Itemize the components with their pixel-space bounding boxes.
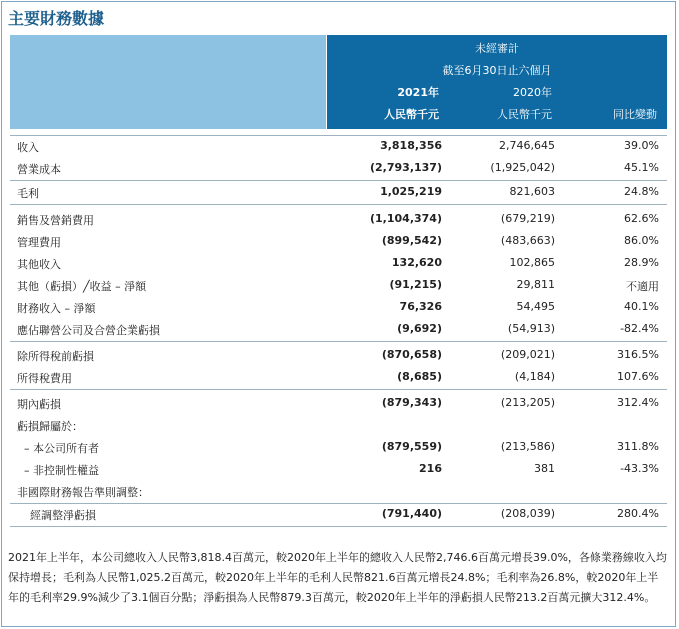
value-2020: (54,913) (507, 322, 555, 335)
row-label: 除所得稅前虧損 (17, 350, 94, 363)
value-change: 311.8% (617, 440, 659, 453)
row-label: 財務收入 – 淨額 (17, 302, 96, 315)
table-row (10, 436, 667, 457)
value-change: 40.1% (624, 300, 659, 313)
summary-paragraph: 2021年上半年，本公司總收入人民幣3,818.4百萬元，較2020年上半年的總收入人民幣2,746.6百萬元增長39.0%，各條業務線收入均保持增長；毛利為人民幣1,025.2百萬元，較2020年上半年的毛利人民幣821.6百萬元增長24.8%；毛利率為26.8%，較2020年上半年的毛利率29.9%減少了3.1個百分點；淨虧損為人民幣879.3百萬元，較2020年上半年的淨虧損人民幣213.2百萬元擴大312.4%。 (8, 551, 667, 604)
table-row (10, 157, 667, 178)
value-change: -82.4% (620, 322, 659, 335)
value-change: 316.5% (617, 348, 659, 361)
row-label: 管理費用 (17, 236, 61, 249)
table-row (10, 135, 667, 156)
table-row (10, 208, 667, 229)
table-row (10, 480, 667, 501)
value-change: 45.1% (624, 161, 659, 174)
header-col2-unit: 人民幣千元 (497, 108, 552, 121)
row-label: 期內虧損 (17, 398, 61, 411)
row-label: 經調整淨虧損 (30, 509, 96, 522)
header-col1-unit: 人民幣千元 (384, 108, 439, 121)
value-2020: (209,021) (500, 348, 555, 361)
value-2020: (213,205) (500, 396, 555, 409)
value-2021: (879,559) (381, 440, 442, 453)
value-2021: 1,025,219 (380, 185, 442, 198)
value-2020: (208,039) (500, 507, 555, 520)
header-col2-year: 2020年 (513, 86, 552, 99)
row-label: 應佔聯營公司及合營企業虧損 (17, 324, 160, 337)
value-2021: (1,104,374) (370, 212, 442, 225)
row-label: 營業成本 (17, 163, 61, 176)
table-row (10, 503, 667, 524)
page-title: 主要財務數據 (8, 9, 105, 28)
row-label: 虧損歸屬於： (17, 420, 83, 433)
value-change: 不適用 (626, 280, 659, 293)
value-2020: (679,219) (500, 212, 555, 225)
divider (10, 204, 667, 205)
row-label: 非國際財務報告準則調整： (17, 486, 149, 499)
header-col1-year: 2021年 (397, 86, 439, 99)
value-2021: (91,215) (389, 278, 442, 291)
value-2020: (1,925,042) (490, 161, 555, 174)
table-row (10, 458, 667, 479)
value-change: 28.9% (624, 256, 659, 269)
value-change: 62.6% (624, 212, 659, 225)
header-period: 截至6月30日止六個月 (442, 64, 552, 77)
value-change: 312.4% (617, 396, 659, 409)
value-change: 39.0% (624, 139, 659, 152)
value-2020: (213,586) (500, 440, 555, 453)
row-label: 其他（虧損）╱收益 – 淨額 (17, 280, 147, 293)
value-2020: 381 (534, 462, 555, 475)
divider (10, 389, 667, 390)
table-row (10, 414, 667, 435)
value-2021: (8,685) (397, 370, 442, 383)
header-label-cell (10, 35, 326, 129)
value-2021: (791,440) (381, 507, 442, 520)
value-2020: 54,495 (516, 300, 555, 313)
row-label: 毛利 (17, 187, 39, 200)
header-audit-status: 未經審計 (475, 42, 519, 55)
divider (10, 526, 667, 527)
value-change: 107.6% (617, 370, 659, 383)
value-2021: (879,343) (381, 396, 442, 409)
row-label: 收入 (17, 141, 39, 154)
value-change: 280.4% (617, 507, 659, 520)
table-row (10, 274, 667, 295)
value-2021: (2,793,137) (370, 161, 442, 174)
divider (10, 341, 667, 342)
table-row (10, 230, 667, 251)
value-change: -43.3% (620, 462, 659, 475)
table-row (10, 181, 667, 202)
value-2021: 3,818,356 (380, 139, 442, 152)
value-2021: (899,542) (381, 234, 442, 247)
table-row (10, 366, 667, 387)
row-label: – 非控制性權益 (24, 464, 99, 477)
value-2020: (4,184) (514, 370, 555, 383)
value-2020: 102,865 (509, 256, 555, 269)
header-values-cell (327, 35, 667, 129)
row-label: 其他收入 (17, 258, 61, 271)
header-col3-label: 同比變動 (613, 108, 657, 121)
row-label: 所得稅費用 (17, 372, 72, 385)
table-row (10, 392, 667, 413)
value-2020: 29,811 (516, 278, 555, 291)
value-2020: 821,603 (509, 185, 555, 198)
value-2021: (9,692) (397, 322, 442, 335)
row-label: 銷售及營銷費用 (17, 214, 94, 227)
value-change: 86.0% (624, 234, 659, 247)
value-2021: (870,658) (381, 348, 442, 361)
value-2020: (483,663) (500, 234, 555, 247)
table-row (10, 344, 667, 365)
table-row (10, 252, 667, 273)
row-label: – 本公司所有者 (24, 442, 99, 455)
value-2021: 76,326 (399, 300, 442, 313)
value-2021: 216 (419, 462, 442, 475)
value-2020: 2,746,645 (499, 139, 555, 152)
value-2021: 132,620 (391, 256, 442, 269)
value-change: 24.8% (624, 185, 659, 198)
table-row (10, 318, 667, 339)
table-row (10, 296, 667, 317)
